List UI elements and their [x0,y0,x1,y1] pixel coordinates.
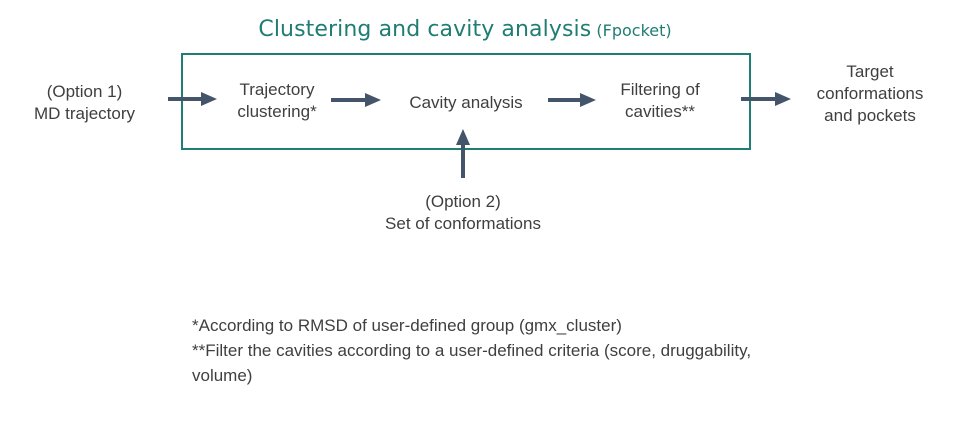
node-option1 [12,81,157,125]
node-target-line1: Target [846,62,894,81]
node-cavity-analysis [392,92,540,114]
diagram-title [0,17,930,42]
node-filtering-line1: Filtering of [620,80,700,99]
node-option2-line2: Set of conformations [385,214,541,233]
title-main: Clustering and cavity analysis [258,17,592,42]
node-trajectory-clustering-line2: clustering* [237,102,317,121]
footnote-clustering: *According to RMSD of user-defined group (gmx_cluster) [192,316,622,335]
footnote-filtering: **Filter the cavities according to a user-defined criteria (score, druggability, volume) [192,341,752,385]
node-option1-line1: (Option 1) [46,82,123,101]
node-target-line3: and pockets [824,106,916,125]
node-option2 [350,191,576,235]
title-sub: (Fpocket) [596,21,672,40]
node-filtering-line2: cavities** [625,102,695,121]
footnotes [192,313,752,388]
node-cavity-analysis-line1: Cavity analysis [409,93,523,112]
node-filtering [590,79,730,123]
node-option1-line2: MD trajectory [33,104,136,123]
node-option2-line1: (Option 2) [425,192,501,211]
node-target-line2: conformations [816,84,924,103]
node-target [796,61,944,127]
node-trajectory-clustering [217,79,337,123]
node-trajectory-clustering-line1: Trajectory [239,80,315,99]
